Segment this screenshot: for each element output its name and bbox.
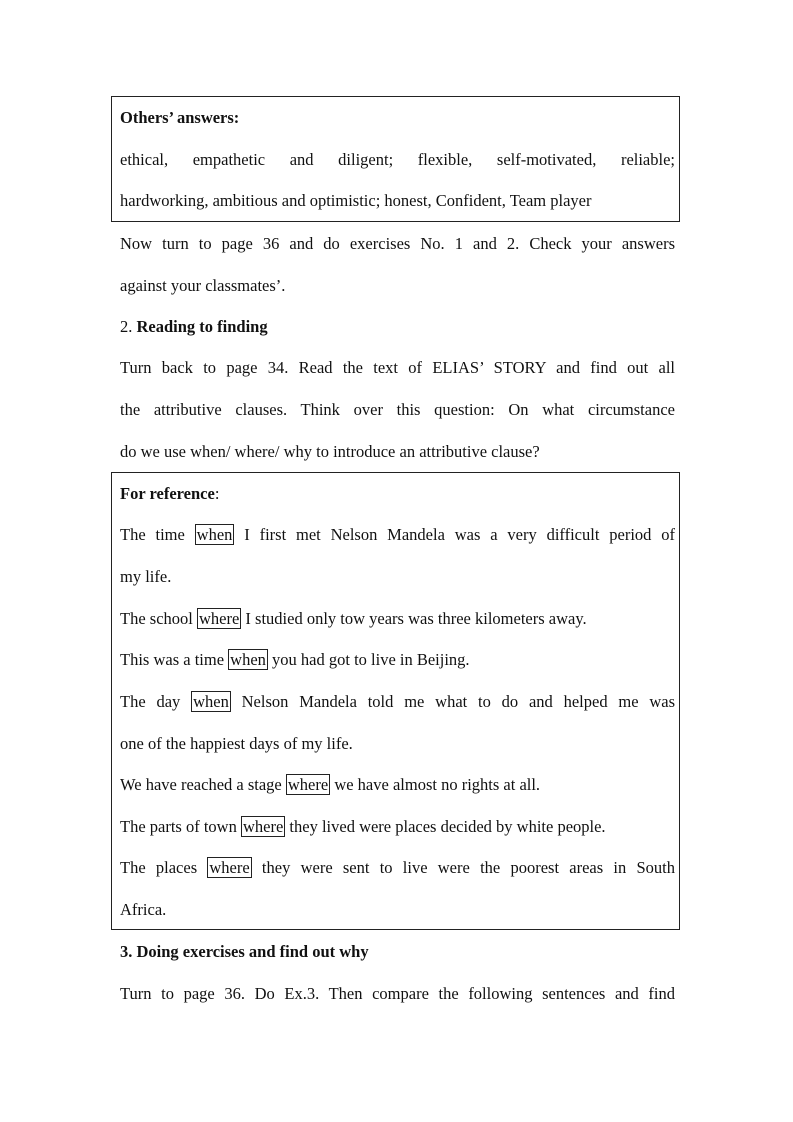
others-answers-line-1: ethical, empathetic and diligent; flexible, self-motivated, reliable; [120, 150, 675, 169]
instruction-paragraph-1-line-1: Now turn to page 36 and do exercises No. 1 and 2. Check your answers [120, 234, 675, 253]
for-reference-colon: : [214, 484, 220, 503]
relative-adverb-box: when [230, 650, 266, 669]
example-sentence-2 [120, 609, 675, 629]
instruction-paragraph-3-line-1: Turn to page 36. Do Ex.3. Then compare the following sentences and find [120, 984, 675, 1003]
example-sentence-7 [120, 858, 675, 878]
example-sentence-5 [120, 775, 675, 795]
relative-adverb-box: when [196, 525, 233, 544]
sentence-text: The day [120, 692, 192, 711]
sentence-text: We have reached a stage [120, 775, 286, 794]
sentence-text: The time [120, 525, 195, 544]
relative-adverb-box: where [209, 858, 250, 877]
section-3-heading: 3. Doing exercises and find out why [120, 942, 369, 961]
sentence-text: I first met Nelson Mandela was a very difficult period of [234, 525, 675, 544]
others-answers-line-2: hardworking, ambitious and optimistic; honest, Confident, Team player [120, 191, 592, 210]
sentence-text: The school [120, 609, 197, 628]
example-sentence-7-continued: Africa. [120, 900, 167, 919]
others-answers-heading: Others’ answers: [120, 108, 240, 127]
section-2-title: Reading to finding [136, 317, 268, 336]
sentence-text: Nelson Mandela told me what to do and helped me was [230, 692, 676, 711]
section-2-heading [120, 317, 675, 337]
relative-adverb-box: where [287, 775, 329, 794]
relative-adverb-box: where [242, 817, 284, 836]
sentence-text: This was a time [120, 650, 229, 669]
instruction-paragraph-2-line-3: do we use when/ where/ why to introduce an attributive clause? [120, 442, 540, 461]
sentence-text: The parts of town [120, 817, 241, 836]
example-sentence-1 [120, 525, 675, 545]
sentence-text: we have almost no rights at all. [330, 775, 541, 794]
sentence-text: they were sent to live were the poorest areas in South [251, 858, 675, 877]
sentence-text: The places [120, 858, 208, 877]
for-reference-title: For reference [120, 484, 215, 503]
relative-adverb-box: when [193, 692, 229, 711]
sentence-text: they lived were places decided by white people. [285, 817, 606, 836]
for-reference-heading [120, 484, 675, 504]
sentence-text: you had got to live in Beijing. [267, 650, 470, 669]
relative-adverb-box: where [198, 609, 240, 628]
example-sentence-4 [120, 692, 675, 712]
sentence-text: I studied only tow years was three kilometers away. [241, 609, 587, 628]
example-sentence-3 [120, 650, 675, 670]
example-sentence-4-continued: one of the happiest days of my life. [120, 734, 353, 753]
section-2-number: 2. [120, 317, 137, 336]
example-sentence-6 [120, 817, 675, 837]
instruction-paragraph-2-line-1: Turn back to page 34. Read the text of ELIAS’ STORY and find out all [120, 358, 675, 377]
instruction-paragraph-2-line-2: the attributive clauses. Think over this question: On what circumstance [120, 400, 675, 419]
example-sentence-1-continued: my life. [120, 567, 172, 586]
instruction-paragraph-1-line-2: against your classmates’. [120, 276, 286, 295]
